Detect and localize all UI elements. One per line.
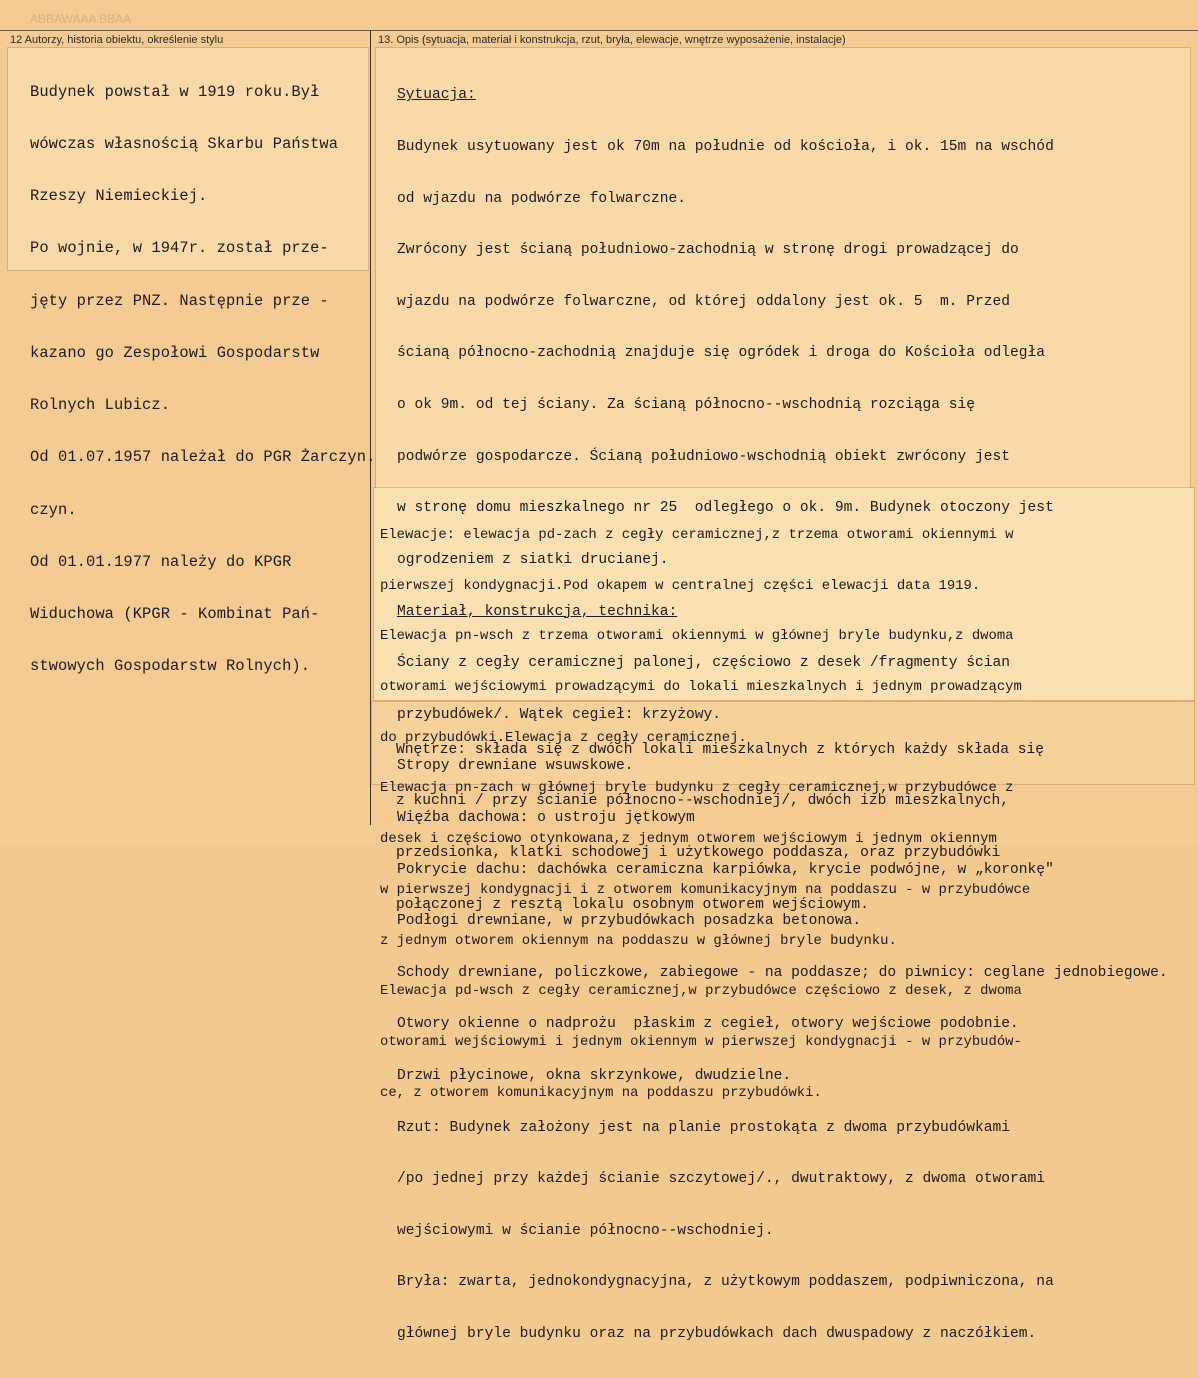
elevation-line: ce, z otworem komunikacyjnym na poddaszu przybudówki. — [380, 1084, 822, 1101]
plan-line: Rzut: Budynek założony jest na planie prostokąta z dwoma przybudówkami — [397, 1119, 1011, 1136]
elevation-line: pierwszej kondygnacji.Pod okapem w centralnej części elewacji data 1919. — [380, 577, 981, 594]
elevation-line: Elewacja pd-wsch z cegły ceramicznej,w przybudówce częściowo z desek, z dwoma — [380, 983, 1022, 1000]
description-line: wejściowymi w ścianie północno--wschodniej. — [397, 1222, 774, 1239]
top-rule — [0, 30, 1198, 31]
description-line: Więźba dachowa: o ustroju jętkowym — [397, 809, 695, 826]
description-line: od wjazdu na podwórze folwarczne. — [397, 190, 687, 207]
history-line: wówczas własnością Skarbu Państwa — [30, 135, 339, 154]
description-line: wjazdu na podwórze folwarczne, od której oddalony jest ok. 5 m. Przed — [397, 293, 1011, 310]
elevation-line: desek i częściowo otynkowana,z jednym otworem wejściowym i jednym okiennym — [380, 831, 997, 848]
description-line: Schody drewniane, policzkowe, zabiegowe - na poddasze; do piwnicy: ceglane jednobiegowe. — [397, 964, 1168, 981]
history-line: Widuchowa (KPGR - Kombinat Pań- — [30, 605, 320, 623]
history-line: jęty przez PNZ. Następnie prze - — [30, 291, 329, 310]
description-line: ścianą północno-zachodnią znajduje się ogródek i droga do Kościoła odległa — [397, 345, 1046, 362]
elevation-line: Elewacje: elewacja pd-zach z cegły ceramicznej,z trzema otworami okiennymi w — [380, 526, 1014, 543]
history-line: Po wojnie, w 1947r. został prze- — [30, 239, 329, 258]
elevation-line: do przybudówki.Elewacja z cegły ceramicznej. — [380, 729, 747, 746]
elevation-line: Elewacja pn-wsch z trzema otworami okiennymi w głównej bryle budynku,z dwoma — [380, 628, 1014, 645]
history-line: Od 01.01.1977 należy do KPGR — [30, 552, 292, 571]
history-line: Budynek powstał w 1919 roku.Był — [30, 82, 320, 101]
interior-line: z kuchni / przy ścianie północno--wschodniej/, dwóch izb mieszkalnych, — [396, 793, 1010, 810]
description-line: ogrodzeniem z siatki drucianej. — [397, 551, 669, 568]
history-text — [30, 49, 375, 710]
history-line: kazano go Zespołowi Gospodarstw — [30, 343, 320, 362]
section-12-header: 12 Autorzy, historia obiektu, określenie stylu — [10, 34, 224, 46]
description-line: Podłogi drewniane, w przybudówkach posadzka betonowa. — [397, 913, 862, 930]
interior-line: połączonej z resztą lokalu osobnym otworem wejściowym. — [396, 897, 869, 914]
history-line: Od 01.07.1957 należał do PGR Żarczyn. — [30, 448, 376, 467]
faint-top-text: ABBAWAAA BBAA — [30, 12, 132, 26]
description-line: w stronę domu mieszkalnego nr 25 odległego o ok. 9m. Budynek otoczony jest — [397, 500, 1054, 517]
description-line: Otwory okienne o nadprożu płaskim z cegieł, otwory wejściowe podobnie. — [397, 1016, 1019, 1033]
interior-text — [396, 707, 1044, 949]
elevation-line: Elewacja pn-zach w głównej bryle budynku z cegły ceramicznej,w przybudówce z — [380, 780, 1014, 797]
description-line: podwórze gospodarcze. Ścianą południowo-wschodnią obiekt zwrócony jest — [397, 448, 1011, 465]
description-line: Zwrócony jest ścianą południowo-zachodnią w stronę drogi prowadzącej do — [397, 242, 1019, 259]
history-line: czyn. — [30, 500, 77, 519]
description-line: przybudówek/. Wątek cegieł: krzyżowy. — [397, 706, 722, 723]
interior-line: przedsionka, klatki schodowej i użytkowego poddasza, oraz przybudówki — [396, 845, 1001, 862]
interior-line: Wnętrze: składa się z dwóch lokali mieszkalnych z których każdy składa się — [396, 741, 1045, 758]
history-line: Rolnych Lubicz. — [30, 396, 171, 415]
description-line: głównej bryle budynku oraz na przybudówkach dach dwuspadowy z naczółkiem. — [397, 1326, 1037, 1343]
elevation-line: otworami wejściowymi prowadzącymi do lokali mieszkalnych i jednym prowadzącym — [380, 678, 1022, 695]
description-line: o ok 9m. od tej ściany. Za ścianą północno--wschodnią rozciąga się — [397, 397, 976, 414]
description-line: Pokrycie dachu: dachówka ceramiczna karpiówka, krycie podwójne, w „koronkę" — [397, 861, 1054, 878]
description-line: /po jednej przy każdej ścianie szczytowej/., dwutraktowy, z dwoma otworami — [397, 1171, 1046, 1188]
description-line: Ściany z cegły ceramicznej palonej, częściowo z desek /fragmenty ścian — [397, 655, 1011, 672]
description-line: Stropy drewniane wsuwskowe. — [397, 758, 634, 775]
massing-line: Bryła: zwarta, jednokondygnacyjna, z użytkowym poddaszem, podpiwniczona, na — [397, 1274, 1054, 1291]
description-line: Budynek usytuowany jest ok 70m na południe od kościoła, i ok. 15m na wschód — [397, 139, 1054, 156]
elevation-line: z jednym otworem okiennym na poddaszu w głównej bryle budynku. — [380, 932, 897, 949]
situation-heading: Sytuacja: — [397, 87, 476, 104]
history-line: Rzeszy Niemieckiej. — [30, 187, 208, 206]
section-13-header: 13. Opis (sytuacja, materiał i konstrukcja, rzut, bryła, elewacje, wnętrze wyposażenie, instalacje) — [378, 34, 846, 46]
description-line: Drzwi płycinowe, okna skrzynkowe, dwudzielne. — [397, 1067, 792, 1084]
elevation-line: otworami wejściowymi i jednym okiennym w pierwszej kondygnacji - w przybudów- — [380, 1034, 1022, 1050]
material-heading: Materiał, konstrukcja, technika: — [397, 603, 678, 620]
history-line: stwowych Gospodarstw Rolnych). — [30, 657, 311, 676]
elevation-line: w pierwszej kondygnacji i z otworem komunikacyjnym na poddaszu - w przybudówce — [380, 881, 1031, 898]
